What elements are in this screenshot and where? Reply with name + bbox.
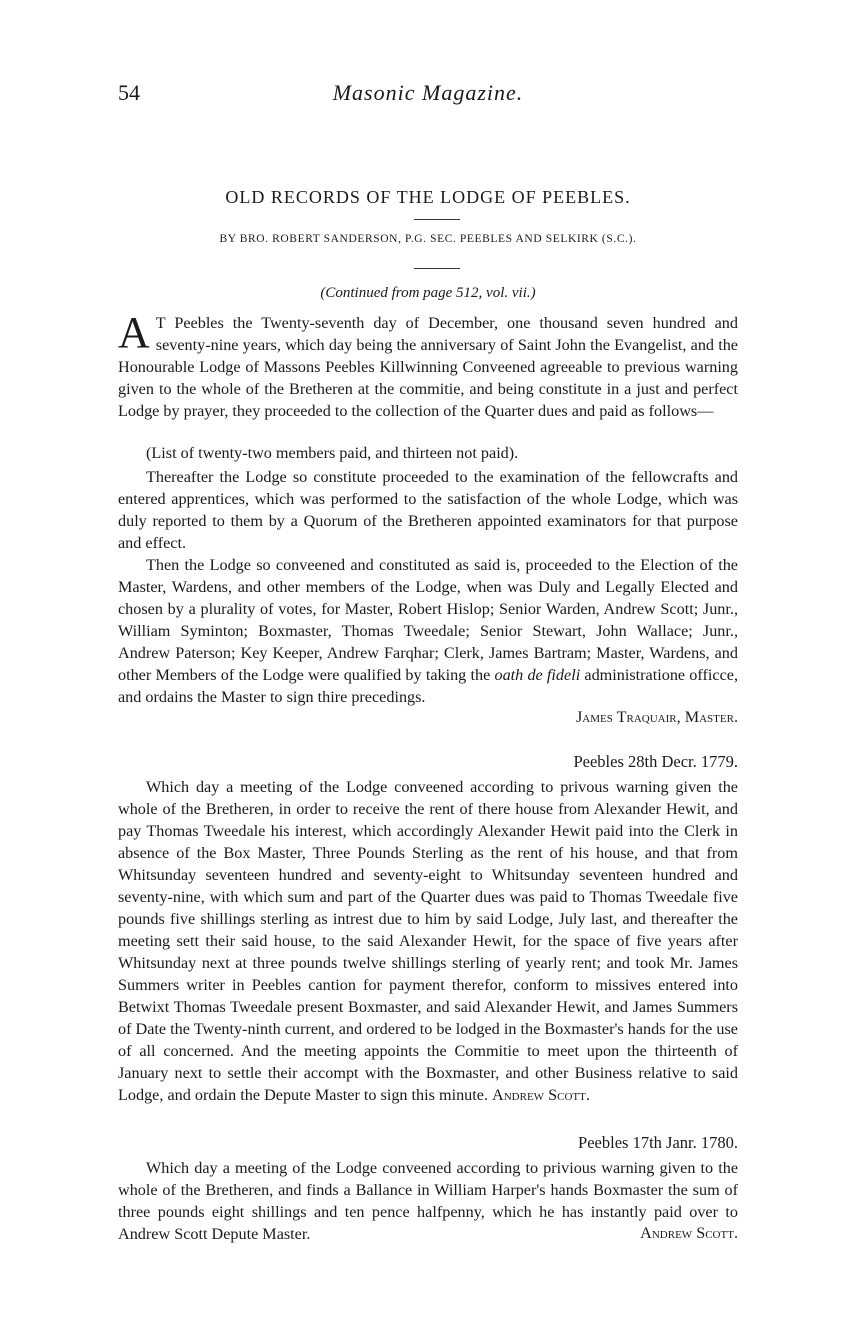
paragraph-1 — [118, 308, 738, 422]
continued-note: (Continued from page 512, vol. vii.) — [320, 285, 536, 301]
title-rule — [414, 219, 460, 220]
paragraph-3-text-a: Then the Lodge so conveened and constituted as said is, proceeded to the Election of the Master, Wardens, and other members of the Lodge, when was Duly and Legally Elected and chosen by a plurality of votes, for Master, Robert Hislop; Senior Warden, Andrew Scott; Junr., William Syminton; Boxmaster, Thomas Tweedale; Senior Stewart, John Wallace; Junr., Andrew Paterson; Key Keeper, Andrew Farqhar; Clerk, James Bartram; Master, Wardens, and other Members of the Lodge were qualified by taking the — [118, 556, 738, 684]
paragraph-4-text: Which day a meeting of the Lodge conveened according to privous warning given the whole of the Bretheren, in order to receive the rent of there house from Alexander Hewit, and pay Thomas Tweedale his interest, which accordingly Alexander Hewit paid into the Clerk in absence of the Box Master, Three Pounds Sterling as the rent of his house, and that from Whitsunday seventeen hundred and seventy-eight to Whitsunday seventeen hundred and seventy-nine, with which sum and part of the Quarter dues was paid to Thomas Tweedale five pounds five shillings sterling as intrest due to him by said Lodge, July last, and thereafter the meeting sett their said house, to the said Alexander Hewit, for the space of five years after Whitsunday next at three pounds twelve shillings sterling of yearly rent; and took Mr. James Summers writer in Peebles cantion for payment therefor, conform to missives entered into Betwixt Thomas Tweedale present Boxmaster, and said Alexander Hewit, and James Summers of Date the Twenty-ninth current, and ordered to be lodged in the Boxmaster's hands for the use of all concerned. And the meeting appoints the Commitie to meet upon the thirteenth of January next to settle their accompt with the Boxmaster, and other Business relative to said Lodge, and ordain the Depute Master to sign this minute. — [118, 778, 738, 1104]
drop-cap: A — [118, 308, 150, 357]
paragraph-1-text: T Peebles the Twenty-seventh day of December, one thousand seven hundred and seventy-nine years, which day being the anniversary of Saint John the Evangelist, and the Honourable Lodge of Massons Peebles Killwinning Conveened agreeable to previous warning given to the whole of the Bretheren at the commitie, and being constitute in a just and perfect Lodge by prayer, they proceeded to the collection of the Quarter dues and paid as follows— — [118, 314, 738, 420]
date-line-1780: Peebles 17th Janr. 1780. — [578, 1133, 738, 1152]
paragraph-2: Thereafter the Lodge so constitute proceeded to the examination of the fellowcrafts and entered apprentices, which was performed to the satisfaction of the whole Lodge, which was duly reported to them by a Quorum of the Bretheren appointed examinators for that purpose and effect. — [118, 468, 738, 552]
list-note: (List of twenty-two members paid, and thirteen not paid). — [146, 444, 519, 462]
article-byline: BY BRO. ROBERT SANDERSON, P.G. SEC. PEEBLES AND SELKIRK (S.C.). — [219, 233, 637, 245]
page-number: 54 — [118, 80, 140, 105]
paragraph-3-text-b: administratione officce, and ordains the Master to sign thire precedings. — [118, 666, 738, 706]
paragraph-3-italic: oath de fideli — [494, 666, 581, 684]
signature-scott-2 — [640, 1224, 738, 1243]
signature-text: James Traquair, Master. — [576, 708, 738, 726]
article-title: OLD RECORDS OF THE LODGE OF PEEBLES. — [225, 187, 631, 207]
paragraph-3 — [118, 554, 738, 708]
running-title: Masonic Magazine. — [332, 80, 524, 105]
page-header — [118, 80, 738, 120]
paragraph-5-text: Which day a meeting of the Lodge conveened according to privious warning given to the whole of the Bretheren, and finds a Ballance in William Harper's hands Boxmaster the sum of three pounds eight shillings and ten pence halfpenny, which he has instantly paid over to Andrew Scott Depute Master. — [118, 1159, 738, 1243]
signature-traquair — [576, 708, 738, 727]
date-line-1779: Peebles 28th Decr. 1779. — [573, 752, 738, 771]
signature-text: Andrew Scott. — [640, 1224, 738, 1242]
paragraph-4 — [118, 776, 738, 1106]
byline-rule — [414, 268, 460, 269]
signature-scott-1: Andrew Scott. — [492, 1086, 590, 1104]
